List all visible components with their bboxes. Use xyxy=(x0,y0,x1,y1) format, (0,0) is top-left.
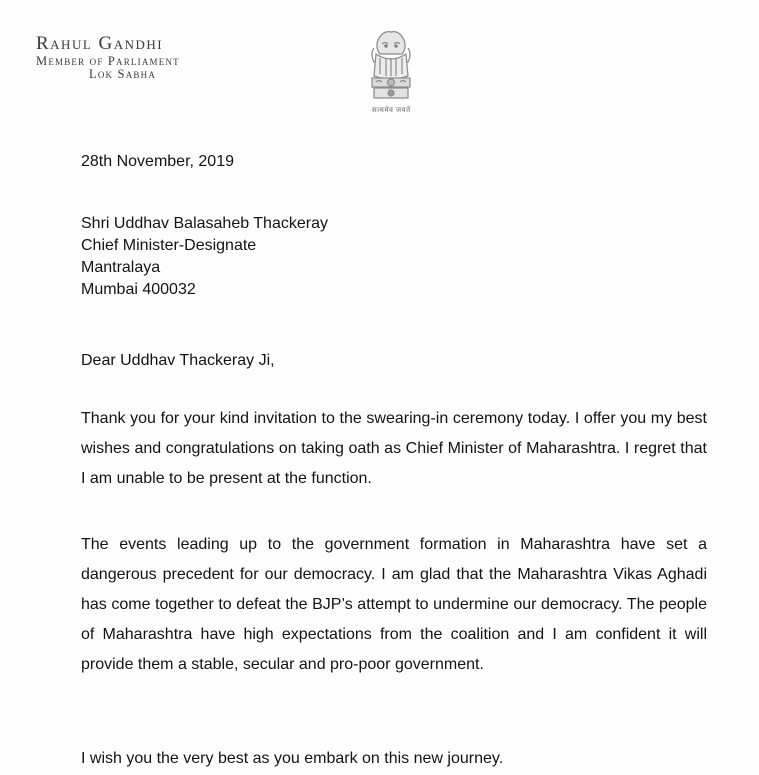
letter-date: 28th November, 2019 xyxy=(81,153,234,170)
letterhead-house: Lok Sabha xyxy=(89,66,157,81)
letterhead-name: Rahul Gandhi xyxy=(36,33,164,54)
recipient-address xyxy=(81,213,328,301)
letterhead xyxy=(36,34,180,80)
address-line: Chief Minister-Designate xyxy=(81,237,257,254)
salutation: Dear Uddhav Thackeray Ji, xyxy=(81,352,275,369)
emblem-motto: सत्यमेव जयते xyxy=(372,107,411,114)
paragraph: The events leading up to the government formation in Maharashtra have set a dangerous precedent for our democracy. I am glad that the Maharashtra Vikas Aghadi has come together to defeat the BJP’s attempt to undermine our democracy. The people of Maharashtra have high expectations from the coalition and I am confident it will provide them a stable, secular and pro-poor government. xyxy=(81,536,707,673)
address-line: Mantralaya xyxy=(81,259,161,276)
address-line: Mumbai 400032 xyxy=(81,281,196,298)
paragraph: I wish you the very best as you embark on this new journey. xyxy=(81,750,504,767)
letterhead-role: Member of Parliament xyxy=(36,54,180,68)
address-line: Shri Uddhav Balasaheb Thackeray xyxy=(81,215,328,232)
paragraph: Thank you for your kind invitation to the swearing-in ceremony today. I offer you my best wishes and congratulations on taking oath as Chief Minister of Maharashtra. I regret that I am unable to be present at the function. xyxy=(81,410,707,487)
